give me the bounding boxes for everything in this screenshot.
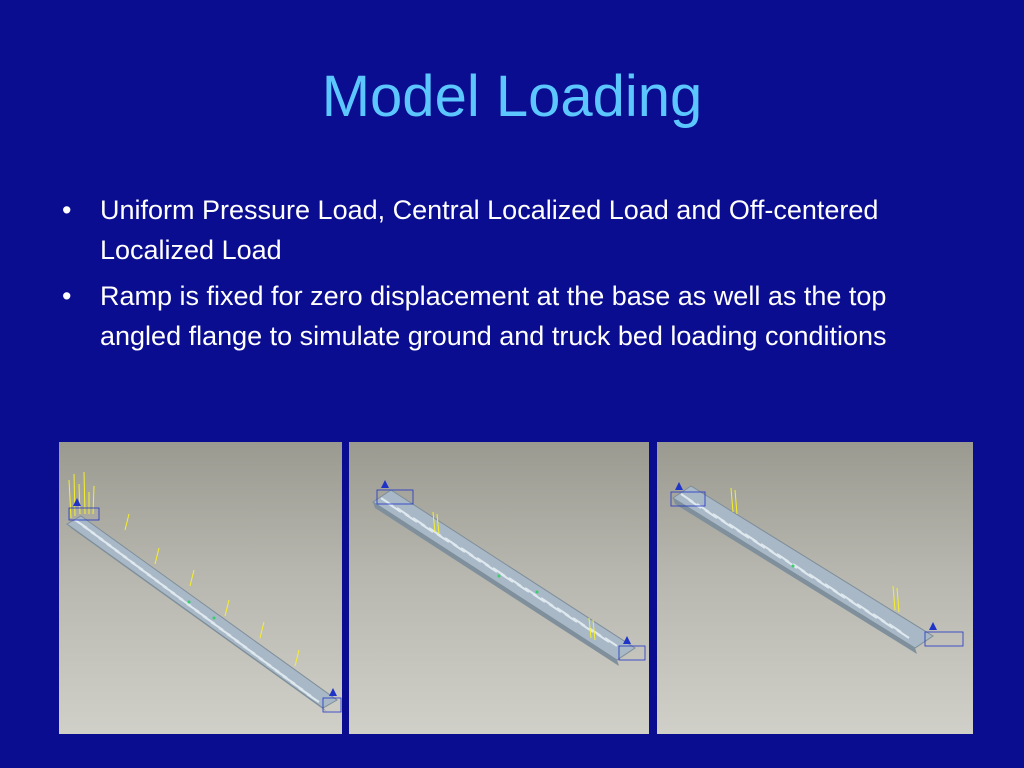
model-images (59, 442, 973, 734)
bullet-list (62, 190, 962, 362)
bullet-item (62, 190, 962, 270)
central-localized-load-image (349, 442, 649, 734)
ramp-model-off-centered (657, 442, 973, 734)
bullet-item (62, 276, 962, 356)
ramp-model-central (349, 442, 649, 734)
slide-title: Model Loading (321, 64, 703, 129)
bullet-text: Uniform Pressure Load, Central Localized Load and Off-centered Localized Load (100, 195, 879, 265)
uniform-pressure-load-image (59, 442, 342, 734)
bullet-text: Ramp is fixed for zero displacement at the base as well as the top angled flange to simulate ground and truck bed loading conditions (100, 281, 887, 351)
ramp-model-uniform (59, 442, 342, 734)
off-centered-localized-load-image (657, 442, 973, 734)
bullet-marker: • (62, 195, 72, 225)
bullet-marker: • (62, 281, 72, 311)
